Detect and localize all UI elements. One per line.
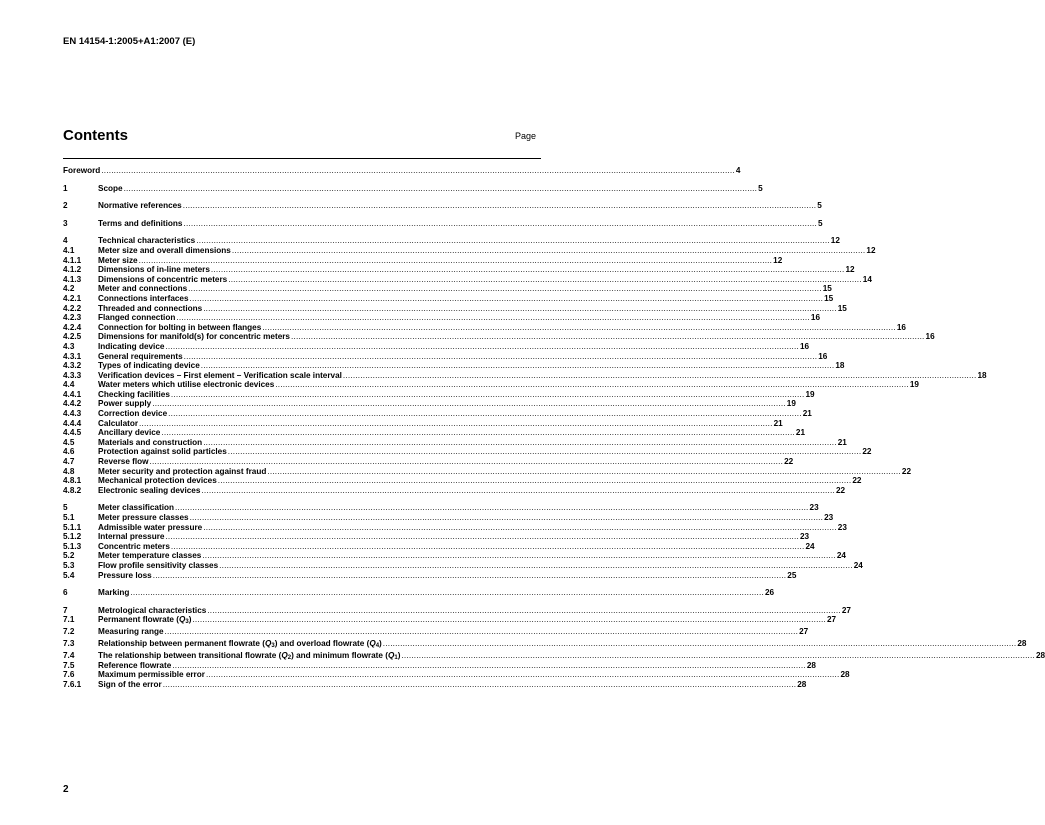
- toc-entry-number: 4.2.5: [63, 332, 82, 342]
- toc-entry-title: Ancillary device: [98, 428, 161, 438]
- toc-leader-dots: [183, 219, 817, 229]
- toc-entry-page: 16: [799, 341, 810, 351]
- toc-entry-number: 4.3.1: [63, 351, 82, 361]
- toc-entry-number: 4.2.3: [63, 313, 82, 323]
- toc-entry: [63, 274, 872, 285]
- toc-entry-page: 28: [1035, 650, 1045, 660]
- toc-leader-dots: [139, 419, 773, 429]
- toc-entry-title: Protection against solid particles: [98, 447, 227, 457]
- toc-entry-page: 27: [841, 605, 851, 615]
- toc-entry-title: Calculator: [98, 418, 139, 428]
- toc-entry-number: 5.1: [63, 513, 75, 522]
- toc-leader-dots: [165, 342, 799, 352]
- toc-entry-title: Meter temperature classes: [98, 551, 202, 561]
- toc-entry: [63, 437, 847, 448]
- toc-entry: [63, 361, 845, 371]
- toc-entry-number: 4.4.1: [63, 389, 82, 399]
- toc-entry-number: 5.3: [63, 560, 75, 570]
- toc-entry: [63, 255, 783, 266]
- toc-entry: [63, 313, 820, 323]
- toc-entry-title: Mechanical protection devices: [98, 476, 217, 486]
- toc-entry-page: 28: [797, 679, 807, 689]
- toc-entry-number: 4.4: [63, 380, 75, 390]
- toc-entry-number: 5.1.2: [63, 532, 82, 542]
- toc-entry-page: 15: [837, 303, 847, 313]
- toc-entry-page: 19: [786, 399, 796, 409]
- toc-entry-number: 4.4.5: [63, 428, 82, 438]
- toc-entry-title: Types of indicating device: [98, 361, 200, 371]
- toc-entry-number: 4.3.3: [63, 370, 82, 380]
- toc-entry: [63, 626, 809, 637]
- toc-entry-number: 6: [63, 588, 68, 598]
- toc-entry-number: 7.6.1: [63, 679, 82, 689]
- toc-entry-number: 2: [63, 201, 68, 211]
- toc-entry-title: Sign of the error: [98, 679, 162, 689]
- toc-entry-title: Meter security and protection against fraud: [98, 466, 267, 476]
- toc-leader-dots: [139, 256, 773, 266]
- toc-entry-title: Dimensions for manifold(s) for concentric meters: [98, 332, 290, 342]
- toc-entry-title: Concentric meters: [98, 541, 170, 551]
- toc-entry-title: Internal pressure: [98, 532, 165, 542]
- toc-leader-dots: [168, 409, 802, 419]
- toc-leader-dots: [165, 627, 799, 637]
- toc-entry-number: 4.1: [63, 245, 75, 255]
- toc-entry-page: 21: [837, 437, 847, 447]
- toc-entry-title: Flanged connection: [98, 313, 176, 323]
- toc-entry: [63, 513, 834, 523]
- toc-entry-title: Correction device: [98, 409, 168, 419]
- toc-entry: [63, 649, 1045, 661]
- toc-entry: [63, 447, 872, 457]
- toc-leader-dots: [343, 371, 977, 381]
- toc-entry-title: Pressure loss: [98, 570, 152, 580]
- toc-entry-page: 26: [764, 588, 775, 598]
- toc-entry-page: 5: [818, 218, 823, 228]
- toc-entry-page: 12: [845, 265, 855, 275]
- toc-leader-dots: [232, 246, 866, 256]
- toc-entry-number: 4.8.2: [63, 485, 82, 495]
- toc-entry-page: 5: [758, 183, 763, 193]
- toc-entry: [63, 322, 906, 333]
- toc-leader-dots: [190, 513, 824, 523]
- toc-leader-dots: [165, 532, 799, 542]
- toc-leader-dots: [188, 284, 822, 294]
- toc-entry-title: Meter classification: [98, 503, 174, 513]
- toc-entry-title: Indicating device: [98, 341, 165, 351]
- toc-entry-title: General requirements: [98, 351, 183, 361]
- toc-leader-dots: [203, 523, 837, 533]
- toc-entry: [63, 428, 806, 438]
- toc-entry-page: 21: [773, 418, 783, 428]
- toc-entry: [63, 201, 822, 211]
- toc-entry: [63, 166, 741, 176]
- page-column-label: Page: [515, 131, 537, 141]
- toc-leader-dots: [171, 390, 805, 400]
- toc-entry: [63, 560, 863, 571]
- toc-leader-dots: [172, 661, 806, 671]
- toc-leader-dots: [202, 551, 836, 561]
- toc-leader-dots: [201, 361, 835, 371]
- toc-entry-page: 22: [835, 485, 846, 495]
- toc-entry-title: Dimensions of in-line meters: [98, 265, 210, 275]
- toc-entry-title: Materials and construction: [98, 437, 203, 447]
- toc-entry: [63, 503, 819, 513]
- toc-entry: [63, 670, 850, 680]
- toc-entry-number: 4.8: [63, 466, 75, 476]
- toc-leader-dots: [192, 615, 826, 625]
- toc-leader-dots: [228, 275, 862, 285]
- toc-leader-dots: [101, 166, 735, 176]
- toc-entry-number: 1: [63, 183, 68, 193]
- toc-leader-dots: [267, 467, 901, 477]
- toc-entry-number: 5.1.3: [63, 541, 82, 551]
- toc-leader-dots: [152, 399, 786, 409]
- toc-entry-number: 4.7: [63, 457, 75, 467]
- toc-entry-number: 4.1.2: [63, 265, 82, 275]
- toc-entry-title: Meter size and overall dimensions: [98, 245, 231, 255]
- toc-entry-title: Reverse flow: [98, 457, 149, 467]
- toc-leader-dots: [161, 428, 795, 438]
- toc-entry-page: 22: [852, 476, 862, 486]
- toc-entry-title: Marking: [98, 588, 130, 598]
- toc-entry: [63, 541, 815, 552]
- toc-entry-page: 23: [837, 522, 847, 532]
- toc-entry-number: 7.4: [63, 650, 75, 660]
- toc-entry-page: 21: [795, 428, 806, 438]
- toc-entry-page: 23: [824, 513, 834, 522]
- toc-entry: [63, 351, 828, 362]
- toc-entry: [63, 605, 851, 616]
- toc-entry-page: 12: [866, 245, 876, 255]
- toc-leader-dots: [190, 294, 824, 304]
- toc-entry: [63, 183, 763, 194]
- toc-leader-dots: [163, 680, 797, 690]
- toc-entry-number: 4.2: [63, 284, 75, 294]
- toc-entry-page: 14: [862, 274, 872, 284]
- toc-entry-number: 5.4: [63, 570, 75, 580]
- toc-entry-title: Threaded and connections: [98, 303, 203, 313]
- toc-leader-dots: [201, 486, 835, 496]
- toc-entry-page: 12: [773, 255, 783, 265]
- toc-entry-number: 5.2: [63, 551, 75, 561]
- toc-entry-page: 22: [901, 466, 911, 476]
- toc-entry-title: Water meters which utilise electronic devices: [98, 380, 275, 390]
- toc-leader-dots: [291, 332, 925, 342]
- toc-entry: [63, 418, 783, 429]
- toc-entry-title: Measuring range: [98, 626, 164, 636]
- toc-entry-title: Meter and connections: [98, 284, 188, 294]
- toc-entry-title: Admissible water pressure: [98, 522, 203, 532]
- toc-leader-dots: [228, 447, 862, 457]
- toc-entry-page: 25: [787, 570, 797, 580]
- toc-entry: [63, 457, 794, 467]
- toc-entry-page: 22: [862, 447, 872, 457]
- toc-entry-page: 19: [909, 380, 919, 390]
- toc-entry: [63, 284, 832, 294]
- toc-leader-dots: [262, 323, 896, 333]
- toc-entry: [63, 341, 810, 352]
- toc-entry-number: 4.8.1: [63, 476, 82, 486]
- toc-entry-page: 12: [830, 236, 840, 246]
- toc-entry-title: The relationship between transitional flowrate $(Q_2)$ and minimum flowrate $(Q_1)$: [98, 650, 401, 661]
- toc-leader-dots: [206, 670, 840, 680]
- toc-leader-dots: [176, 313, 810, 323]
- toc-entry-title: Verification devices – First element – Verification scale interval: [98, 370, 342, 380]
- toc-entry-page: 18: [835, 361, 845, 371]
- toc-entry-number: 7.6: [63, 670, 75, 680]
- toc-entry: [63, 236, 840, 246]
- toc-leader-dots: [150, 457, 784, 467]
- toc-leader-dots: [211, 265, 845, 275]
- toc-entry-page: 23: [799, 532, 810, 542]
- toc-entry-number: 4.1.3: [63, 274, 82, 284]
- toc-entry: [63, 303, 847, 314]
- toc-entry-number: 3: [63, 218, 68, 228]
- toc-entry: [63, 551, 846, 561]
- toc-entry: [63, 409, 812, 419]
- toc-entry-page: 16: [818, 351, 828, 361]
- toc-entry: [63, 476, 862, 486]
- toc-leader-dots: [218, 476, 852, 486]
- toc-entry-title: Scope: [98, 183, 123, 193]
- toc-leader-dots: [171, 542, 805, 552]
- toc-entry-page: 23: [809, 503, 819, 513]
- toc-entry-title: Power supply: [98, 399, 152, 409]
- toc-leader-dots: [183, 201, 817, 211]
- toc-entry: [63, 588, 775, 598]
- toc-entry-title: Relationship between permanent flowrate $(Q_3)$ and overload flowrate $(Q_4)$: [98, 638, 382, 649]
- toc-entry: [63, 265, 855, 275]
- toc-entry-title: Reference flowrate: [98, 660, 172, 670]
- toc-leader-dots: [175, 503, 809, 513]
- toc-entry-title: Terms and definitions: [98, 218, 183, 228]
- toc-entry-page: 28: [1017, 638, 1027, 648]
- page-number: 2: [63, 784, 69, 795]
- toc-entry: [63, 615, 837, 626]
- toc-leader-dots: [130, 588, 764, 598]
- toc-entry-number: 7.5: [63, 660, 75, 670]
- document-header: EN 14154-1:2005+A1:2007 (E): [63, 36, 196, 47]
- toc-entry-title: Maximum permissible error: [98, 670, 205, 680]
- toc-entry-number: 4.4.3: [63, 409, 82, 419]
- toc-entry-title: Connections interfaces: [98, 293, 189, 303]
- toc-entry-number: 5: [63, 503, 68, 513]
- toc-entry-page: 27: [827, 615, 837, 625]
- toc-entry-title: Permanent flowrate $(Q_3)$: [98, 615, 192, 626]
- toc-entry: [63, 293, 834, 304]
- toc-entry-page: 16: [896, 322, 906, 332]
- toc-entry: [63, 522, 847, 533]
- toc-entry: [63, 218, 823, 229]
- toc-entry-number: 4.3: [63, 341, 75, 351]
- toc-entry: [63, 380, 919, 390]
- toc-entry: [63, 389, 815, 400]
- toc-entry-page: 4: [735, 166, 741, 175]
- toc-entry-page: 15: [822, 284, 832, 294]
- toc-leader-dots: [383, 639, 1017, 649]
- toc-entry-page: 24: [836, 551, 846, 561]
- toc-entry: [63, 245, 876, 256]
- toc-entry: [63, 466, 911, 477]
- toc-leader-dots: [207, 606, 841, 616]
- toc-entry-number: 4.2.4: [63, 322, 82, 332]
- toc-entry-title: Connection for bolting in between flanges: [98, 322, 262, 332]
- toc-entry: [63, 370, 987, 381]
- toc-entry-number: 4.1.1: [63, 255, 82, 265]
- toc-entry-title: Flow profile sensitivity classes: [98, 560, 219, 570]
- toc-entry-number: 4.6: [63, 447, 75, 457]
- toc-entry-number: 4.4.2: [63, 399, 82, 409]
- page-title: Contents: [63, 127, 128, 144]
- toc-entry-page: 24: [805, 541, 815, 551]
- toc-entry-number: 7: [63, 605, 68, 615]
- toc-leader-dots: [184, 352, 818, 362]
- toc-entry: [63, 660, 816, 671]
- toc-leader-dots: [153, 571, 787, 581]
- toc-entry-number: 4.3.2: [63, 361, 82, 371]
- toc-leader-dots: [203, 304, 837, 314]
- toc-entry: [63, 679, 807, 690]
- toc-entry-number: 4.2.1: [63, 293, 82, 303]
- toc-entry-page: 21: [802, 409, 812, 419]
- toc-entry-page: 15: [824, 293, 834, 303]
- toc-entry-title: Meter pressure classes: [98, 513, 189, 522]
- toc-leader-dots: [219, 561, 853, 571]
- toc-entry: [63, 637, 1027, 649]
- toc-entry-page: 5: [817, 201, 822, 211]
- toc-entry-title: Checking facilities: [98, 389, 170, 399]
- toc-entry-title: Normative references: [98, 201, 182, 211]
- toc-entry-number: 5.1.1: [63, 522, 82, 532]
- toc-entry-title: Foreword: [63, 166, 101, 175]
- toc-entry-title: Electronic sealing devices: [98, 485, 201, 495]
- toc-entry-page: 18: [977, 370, 987, 380]
- toc-entry: [63, 399, 796, 409]
- toc-entry-number: 7.3: [63, 638, 75, 648]
- toc-leader-dots: [124, 184, 758, 194]
- toc-entry: [63, 332, 935, 342]
- table-of-contents: [63, 158, 1045, 689]
- toc-entry-page: 16: [925, 332, 935, 342]
- toc-entry-title: Dimensions of concentric meters: [98, 274, 228, 284]
- toc-entry-title: Technical characteristics: [98, 236, 196, 246]
- toc-entry-number: 4.5: [63, 437, 75, 447]
- toc-leader-dots: [275, 380, 909, 390]
- toc-entry-page: 16: [810, 313, 820, 323]
- toc-entry-page: 19: [805, 389, 815, 399]
- toc-entry-number: 4.2.2: [63, 303, 82, 313]
- toc-entry: [63, 532, 810, 542]
- toc-entry-number: 7.2: [63, 626, 75, 636]
- toc-entry-title: Metrological characteristics: [98, 605, 207, 615]
- toc-entry-number: 7.1: [63, 615, 75, 625]
- toc-entry-page: 24: [853, 560, 863, 570]
- toc-entry-number: 4: [63, 236, 68, 246]
- toc-leader-dots: [203, 438, 837, 448]
- toc-entry-number: 4.4.4: [63, 418, 82, 428]
- toc-entry: [63, 570, 797, 581]
- toc-entry-page: 28: [806, 660, 816, 670]
- toc-entry-page: 27: [799, 626, 809, 636]
- toc-entry-page: 28: [840, 670, 850, 680]
- toc-leader-dots: [401, 651, 1035, 661]
- toc-entry: [63, 485, 846, 496]
- toc-entry-title: Meter size: [98, 255, 138, 265]
- toc-leader-dots: [196, 236, 830, 246]
- toc-entry-page: 22: [784, 457, 794, 467]
